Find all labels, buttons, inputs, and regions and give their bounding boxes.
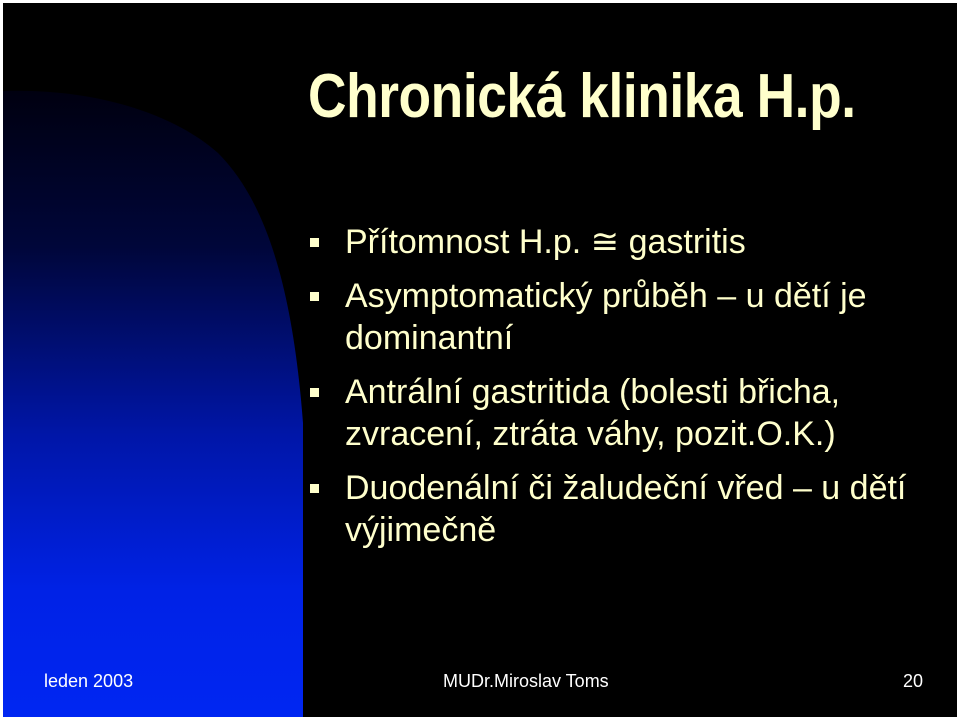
bullet-text: Duodenální či žaludeční vřed – u dětí výjimečně <box>345 469 907 549</box>
slide <box>3 3 957 717</box>
bullet-item <box>307 221 947 263</box>
slide-title: Chronická klinika H.p. <box>308 62 856 131</box>
bullet-text: Antrální gastritida (bolesti břicha, zvracení, ztráta váhy, pozit.O.K.) <box>345 373 841 453</box>
bullet-text: Asymptomatický průběh – u dětí je dominantní <box>345 277 867 357</box>
bullet-item <box>307 275 947 359</box>
square-bullet-icon <box>310 238 319 247</box>
bullet-text: Přítomnost H.p. ≅ gastritis <box>345 223 746 261</box>
square-bullet-icon <box>310 484 319 493</box>
bullet-item <box>307 467 947 551</box>
footer-date: leden 2003 <box>44 671 134 691</box>
square-bullet-icon <box>310 292 319 301</box>
square-bullet-icon <box>310 388 319 397</box>
bullet-list <box>307 221 947 563</box>
bullet-item <box>307 371 947 455</box>
footer-page-number: 20 <box>903 671 924 691</box>
footer-author: MUDr.Miroslav Toms <box>443 671 609 691</box>
